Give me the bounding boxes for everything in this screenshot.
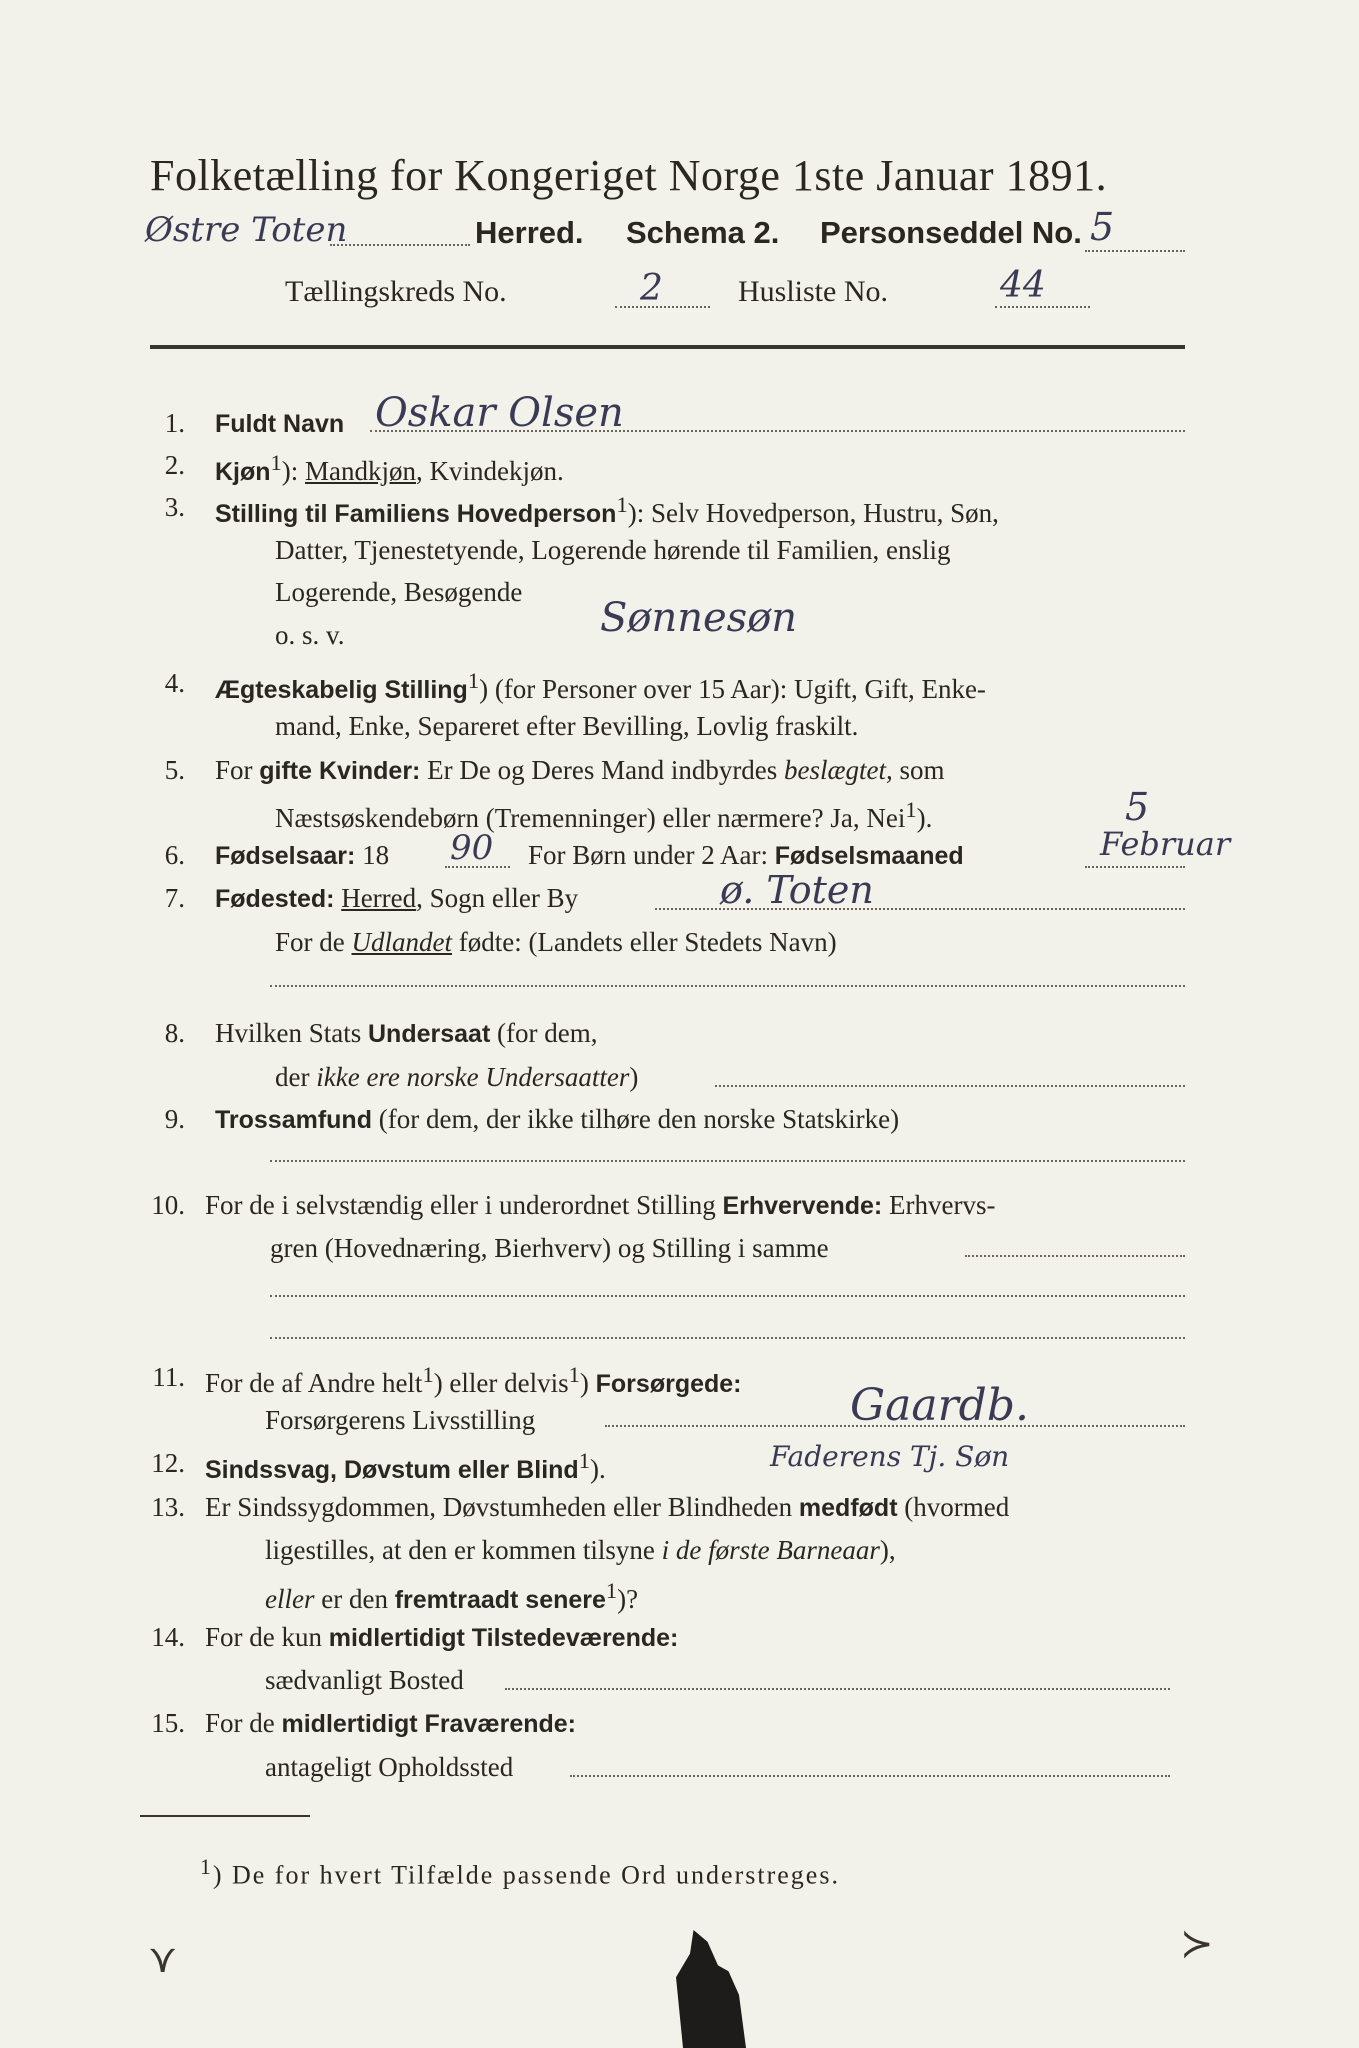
item-11-line-1 bbox=[205, 1362, 742, 1399]
item-7-dots bbox=[655, 908, 1185, 910]
item-11-b: ) eller delvis bbox=[433, 1368, 569, 1398]
item-9-number: 9. bbox=[164, 1104, 185, 1134]
item-9-line bbox=[215, 1104, 899, 1135]
item-7-herred: Herred bbox=[341, 883, 417, 913]
item-13-a: Er Sindssygdommen, Døvstumheden eller Blindheden bbox=[205, 1492, 799, 1522]
item-8-dots bbox=[715, 1085, 1185, 1087]
item-11-a: For de af Andre helt bbox=[205, 1368, 423, 1398]
item-3-line-3: Logerende, Besøgende bbox=[275, 577, 523, 607]
item-12-label: Sindssvag, Døvstum eller Blind bbox=[205, 1456, 579, 1484]
item-4-line-1 bbox=[215, 668, 986, 705]
item-6-label: Fødselsaar: bbox=[215, 842, 356, 870]
item-1-number: 1. bbox=[164, 408, 185, 438]
item-13-line-3 bbox=[265, 1578, 638, 1615]
item-8-number: 8. bbox=[164, 1018, 185, 1048]
item-12-end: ). bbox=[589, 1454, 606, 1484]
item-6-label2: Fødselsmaaned bbox=[774, 842, 964, 870]
item-13-b: (hvormed bbox=[897, 1492, 1010, 1522]
item-5-question-end: ). bbox=[916, 803, 933, 833]
item-5-line-2 bbox=[275, 797, 932, 834]
item-5-number: 5. bbox=[164, 755, 185, 785]
item-6-year-value: 90 bbox=[450, 828, 494, 868]
item-6-mid: For Børn under 2 Aar: bbox=[528, 840, 775, 870]
item-10-dots-1 bbox=[965, 1255, 1185, 1257]
item-12-line bbox=[205, 1448, 606, 1485]
item-11-value: Gaardb. bbox=[850, 1380, 1029, 1431]
schema-label: Schema 2. bbox=[626, 215, 780, 250]
item-3-rest: ): Selv Hovedperson, Hustru, Søn, bbox=[627, 498, 999, 528]
item-7-line-2 bbox=[275, 927, 837, 958]
paper-tear bbox=[676, 1930, 746, 2048]
item-11-dots bbox=[605, 1425, 1185, 1427]
item-7-number: 7. bbox=[164, 883, 185, 913]
item-11-sup-2: 1 bbox=[568, 1362, 580, 1387]
husliste-label: Husliste No. bbox=[738, 275, 888, 308]
item-15-label: midlertidigt Fraværende: bbox=[281, 1710, 576, 1738]
corner-mark-left: ⋎ bbox=[148, 1936, 178, 1981]
item-14-number: 14. bbox=[151, 1622, 185, 1652]
item-11-sup-1: 1 bbox=[422, 1362, 434, 1387]
item-10-number: 10. bbox=[151, 1190, 185, 1220]
item-5-pre: For bbox=[215, 755, 260, 785]
item-3-value: Sønnesøn bbox=[600, 595, 798, 641]
item-13-sup: 1 bbox=[605, 1578, 618, 1603]
item-6-number: 6. bbox=[164, 840, 185, 870]
item-1-value: Oskar Olsen bbox=[375, 390, 624, 436]
item-11-line-2: Forsørgerens Livsstilling bbox=[265, 1405, 536, 1435]
item-13-line-2-it: i de første Barneaar bbox=[661, 1535, 880, 1565]
item-8-a: Hvilken Stats bbox=[215, 1018, 368, 1048]
item-5-question: Næstsøskendebørn (Tremenninger) eller nærmere? Ja, Nei bbox=[275, 803, 906, 833]
item-2-sep: ): bbox=[281, 456, 299, 486]
herred-dots bbox=[330, 244, 470, 246]
herred-label: Herred. bbox=[475, 215, 584, 250]
item-7-line-2-a: For de bbox=[275, 927, 352, 957]
item-8-label: Undersaat bbox=[368, 1020, 491, 1048]
item-6-line bbox=[215, 840, 389, 871]
item-7-label: Fødested: bbox=[215, 885, 335, 913]
item-8-line-2-it: ikke ere norske Undersaatter bbox=[316, 1062, 630, 1092]
item-7-udlandet: Udlandet bbox=[351, 927, 452, 957]
item-10-a: For de i selvstændig eller i underordnet Stilling bbox=[205, 1190, 723, 1220]
header-rule bbox=[150, 345, 1185, 349]
corner-mark-right: ≻ bbox=[1180, 1921, 1214, 1966]
item-3-sup: 1 bbox=[616, 492, 628, 517]
item-3-number: 3. bbox=[164, 492, 185, 522]
item-8-b: (for dem, bbox=[490, 1018, 598, 1048]
herred-value: Østre Toten bbox=[145, 210, 348, 250]
item-14-pre: For de kun bbox=[205, 1622, 329, 1652]
item-5-sup: 1 bbox=[905, 797, 917, 822]
item-8-line-2-a: der bbox=[275, 1062, 317, 1092]
item-14-line-2: sædvanligt Bosted bbox=[265, 1665, 464, 1695]
item-13-line-2 bbox=[265, 1535, 896, 1566]
item-6-month-dots bbox=[1085, 866, 1185, 868]
item-15-line-1 bbox=[205, 1708, 576, 1739]
item-10-line-2: gren (Hovednæring, Bierhverv) og Stilling i samme bbox=[270, 1233, 829, 1263]
item-8-line-1 bbox=[215, 1018, 597, 1049]
husliste-dots bbox=[995, 306, 1090, 308]
item-5-label: gifte Kvinder: bbox=[259, 757, 421, 785]
item-7-line-1 bbox=[215, 883, 578, 914]
item-11-label: Forsørgede: bbox=[595, 1370, 742, 1398]
item-10-label: Erhvervende: bbox=[722, 1192, 883, 1220]
item-10-dots-3 bbox=[270, 1337, 1185, 1339]
item-4-line-2: mand, Enke, Separeret efter Bevilling, Lovlig fraskilt. bbox=[275, 711, 859, 741]
item-13-line-1 bbox=[205, 1492, 1009, 1523]
item-2-option-mandkjon: Mandkjøn bbox=[305, 456, 417, 486]
item-6-month-value: Februar bbox=[1100, 825, 1231, 863]
personseddel-label: Personseddel No. bbox=[820, 215, 1082, 250]
item-5-beslaegtet: beslægtet, bbox=[784, 755, 893, 785]
item-13-line-3-a: er den bbox=[314, 1584, 395, 1614]
item-7-rest: , Sogn eller By bbox=[416, 883, 579, 913]
personseddel-dots bbox=[1085, 250, 1185, 252]
item-6-year-dots bbox=[445, 866, 510, 868]
item-13-number: 13. bbox=[151, 1492, 185, 1522]
kreds-dots bbox=[615, 306, 710, 308]
item-5-line-1 bbox=[215, 755, 945, 786]
item-7-value: ø. Toten bbox=[720, 868, 874, 912]
item-8-line-2 bbox=[275, 1062, 638, 1093]
footnote-sup: 1 bbox=[200, 1855, 213, 1879]
item-1-line bbox=[215, 408, 344, 439]
item-3-line-1 bbox=[215, 492, 999, 529]
item-13-line-3-b: )? bbox=[617, 1584, 639, 1614]
item-6-prefix: 18 bbox=[355, 840, 390, 870]
item-7-dots-2 bbox=[270, 985, 1185, 987]
item-13-eller: eller bbox=[265, 1584, 315, 1614]
item-4-rest: ) (for Personer over 15 Aar): Ugift, Gift, Enke- bbox=[479, 674, 986, 704]
item-13-label2: fremtraadt senere bbox=[394, 1586, 606, 1614]
item-1-dots bbox=[370, 430, 1185, 432]
item-1-label: Fuldt Navn bbox=[215, 410, 345, 438]
item-11-c: ) bbox=[579, 1368, 596, 1398]
kreds-value: 2 bbox=[640, 268, 663, 309]
item-12-sup: 1 bbox=[578, 1448, 590, 1473]
item-15-dots bbox=[570, 1775, 1170, 1777]
item-12-number: 12. bbox=[151, 1448, 185, 1478]
kreds-label: Tællingskreds No. bbox=[285, 275, 507, 308]
husliste-value: 44 bbox=[1000, 265, 1046, 306]
item-10-dots-2 bbox=[270, 1295, 1185, 1297]
item-15-pre: For de bbox=[205, 1708, 282, 1738]
item-13-label: medfødt bbox=[798, 1494, 898, 1522]
item-5-rest: Er De og Deres Mand indbyrdes bbox=[420, 755, 785, 785]
item-5-end: som bbox=[892, 755, 945, 785]
item-14-label: midlertidigt Tilstedeværende: bbox=[328, 1624, 679, 1652]
item-10-line-1 bbox=[205, 1190, 995, 1221]
item-2-label: Kjøn bbox=[215, 458, 271, 486]
item-3-line-4: o. s. v. bbox=[275, 620, 345, 650]
item-14-line-1 bbox=[205, 1622, 678, 1653]
item-4-sup: 1 bbox=[467, 668, 480, 693]
footnote-text: ) De for hvert Tilfælde passende Ord understreges. bbox=[212, 1860, 840, 1890]
item-6-line-2 bbox=[528, 840, 964, 871]
item-13-line-2-b: ), bbox=[879, 1535, 896, 1565]
item-3-line-2: Datter, Tjenestetyende, Logerende hørende til Familien, enslig bbox=[275, 535, 951, 565]
footnote bbox=[200, 1855, 840, 1891]
item-2-sup: 1 bbox=[270, 450, 282, 475]
item-7-line-2-b: fødte: (Landets eller Stedets Navn) bbox=[452, 927, 837, 957]
item-12-value: Faderens Tj. Søn bbox=[770, 1440, 1010, 1473]
form-title: Folketælling for Kongeriget Norge 1ste Januar 1891. bbox=[150, 151, 1108, 200]
item-9-rest: (for dem, der ikke tilhøre den norske Statskirke) bbox=[371, 1104, 900, 1134]
item-11-number: 11. bbox=[152, 1362, 185, 1392]
footnote-rule bbox=[140, 1815, 310, 1817]
item-5-value: 5 bbox=[1125, 785, 1150, 829]
item-4-number: 4. bbox=[164, 668, 185, 698]
item-3-label: Stilling til Familiens Hovedperson bbox=[215, 500, 617, 528]
item-4-label: Ægteskabelig Stilling bbox=[215, 676, 468, 704]
item-15-number: 15. bbox=[151, 1708, 185, 1738]
item-2-line bbox=[215, 450, 564, 487]
item-10-b: Erhvervs- bbox=[882, 1190, 996, 1220]
personseddel-value: 5 bbox=[1090, 205, 1115, 249]
item-2-option-kvindekjon: , Kvindekjøn. bbox=[416, 456, 564, 486]
item-13-line-2-a: ligestilles, at den er kommen tilsyne bbox=[265, 1535, 662, 1565]
item-9-dots bbox=[270, 1160, 1185, 1162]
item-2-number: 2. bbox=[164, 450, 185, 480]
item-9-label: Trossamfund bbox=[215, 1106, 372, 1134]
item-15-line-2: antageligt Opholdssted bbox=[265, 1752, 514, 1782]
item-8-line-2-b: ) bbox=[629, 1062, 639, 1092]
item-14-dots bbox=[505, 1688, 1170, 1690]
